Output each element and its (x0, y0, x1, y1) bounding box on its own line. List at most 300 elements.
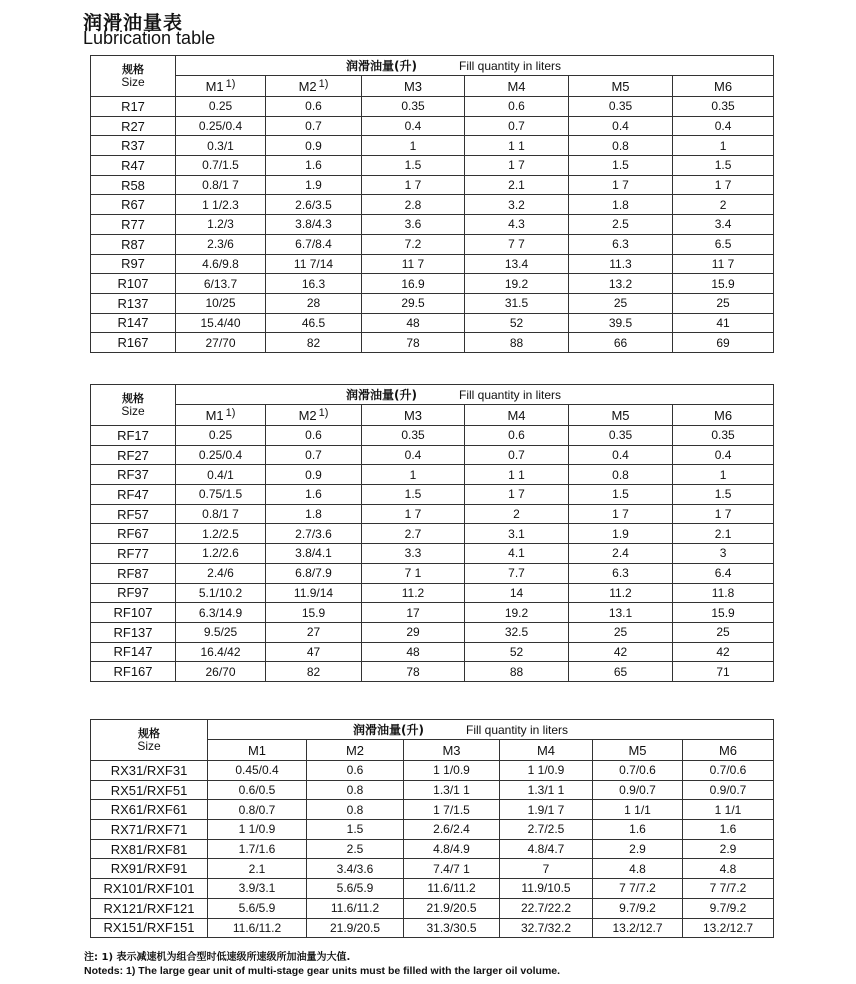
fill-quantity-cell: 0.6/0.5 (208, 780, 307, 800)
fill-quantity-cell: 3.4/3.6 (307, 859, 404, 879)
fill-quantity-cell: 29.5 (362, 293, 465, 313)
fill-quantity-cell: 3.2 (465, 195, 569, 215)
fill-quantity-cell: 32.7/32.2 (500, 918, 593, 938)
fill-quantity-cell: 1.9 (266, 175, 362, 195)
fill-quantity-cell: 9.7/9.2 (593, 898, 683, 918)
table-row (91, 195, 774, 215)
mounting-position-label: M4 (536, 742, 556, 758)
size-cell: R37 (91, 136, 176, 156)
fill-quantity-cell: 10/25 (176, 293, 266, 313)
fill-quantity-cell: 2.4 (569, 544, 673, 564)
mounting-position-label: M2 (298, 408, 317, 423)
fill-quantity-cell: 1 1/0.9 (500, 761, 593, 781)
size-header-en: Size (121, 404, 145, 418)
fill-quantity-cell: 1 1/0.9 (208, 820, 307, 840)
fill-quantity-cell: 42 (673, 642, 774, 662)
fill-quantity-cell: 2.1 (673, 524, 774, 544)
size-cell: R107 (91, 274, 176, 294)
footnote-marker: 1) (318, 407, 329, 419)
size-header (91, 385, 176, 426)
table-row (91, 800, 774, 820)
fill-quantity-cell: 0.9/0.7 (593, 780, 683, 800)
table-row (91, 313, 774, 333)
fill-quantity-cell: 1.9 (569, 524, 673, 544)
fill-quantity-cell: 1.5 (673, 156, 774, 176)
fill-quantity-cell: 0.8/0.7 (208, 800, 307, 820)
mounting-position-label: M2 (298, 79, 317, 94)
size-cell: RX121/RXF121 (91, 898, 208, 918)
mounting-position-label: M6 (718, 742, 738, 758)
fill-quantity-cell: 6.8/7.9 (266, 563, 362, 583)
fill-quantity-cell: 25 (569, 293, 673, 313)
table-row (91, 274, 774, 294)
mounting-position-label: M6 (714, 78, 733, 94)
size-header (91, 56, 176, 97)
fill-quantity-cell: 52 (465, 642, 569, 662)
fill-quantity-cell: 3 (673, 544, 774, 564)
footnote-marker: 1) (225, 78, 236, 90)
mounting-position-header (266, 405, 362, 426)
fill-quantity-cell: 1.7/1.6 (208, 839, 307, 859)
size-cell: RF47 (91, 485, 176, 505)
fill-quantity-cell: 1.6 (266, 156, 362, 176)
fill-quantity-cell: 1 1/1 (593, 800, 683, 820)
size-cell: RX71/RXF71 (91, 820, 208, 840)
fill-quantity-cell: 2.5 (307, 839, 404, 859)
fill-quantity-cell: 66 (569, 333, 673, 353)
size-cell: R47 (91, 156, 176, 176)
fill-quantity-cell: 0.7/0.6 (683, 761, 774, 781)
fill-quantity-cell: 2.6/2.4 (404, 820, 500, 840)
fill-quantity-header (208, 720, 774, 740)
fill-quantity-cell: 2.8 (362, 195, 465, 215)
fill-quantity-cell: 11.9/10.5 (500, 879, 593, 899)
size-cell: R27 (91, 116, 176, 136)
fill-quantity-cell: 0.35 (569, 97, 673, 117)
mounting-position-header (266, 76, 362, 97)
fill-quantity-cell: 2.7/2.5 (500, 820, 593, 840)
fill-quantity-cell: 1 (673, 465, 774, 485)
size-cell: RF87 (91, 563, 176, 583)
fill-quantity-cell: 11.6/11.2 (208, 918, 307, 938)
fill-quantity-cell: 7 7/7.2 (593, 879, 683, 899)
size-cell: R97 (91, 254, 176, 274)
fill-quantity-cell: 27 (266, 622, 362, 642)
fill-header-en: Fill quantity in liters (458, 59, 562, 73)
mounting-position-label: M2 (345, 742, 365, 758)
fill-header-cn: 润滑油量(升) (346, 388, 417, 402)
fill-quantity-cell: 2.7/3.6 (266, 524, 362, 544)
size-cell: RX81/RXF81 (91, 839, 208, 859)
fill-quantity-cell: 11.6/11.2 (307, 898, 404, 918)
table-row (91, 254, 774, 274)
fill-quantity-cell: 3.6 (362, 215, 465, 235)
fill-quantity-cell: 0.75/1.5 (176, 485, 266, 505)
fill-quantity-cell: 4.8/4.9 (404, 839, 500, 859)
table-row (91, 333, 774, 353)
fill-quantity-cell: 1 7 (362, 175, 465, 195)
fill-quantity-header (176, 385, 774, 405)
fill-quantity-cell: 15.9 (673, 274, 774, 294)
fill-quantity-cell: 11.9/14 (266, 583, 362, 603)
fill-quantity-cell: 0.35 (569, 426, 673, 446)
fill-quantity-cell: 14 (465, 583, 569, 603)
fill-quantity-cell: 2.9 (683, 839, 774, 859)
fill-quantity-cell: 7.7 (465, 563, 569, 583)
fill-quantity-cell: 0.4 (673, 116, 774, 136)
fill-quantity-cell: 0.4 (673, 445, 774, 465)
size-header-cn: 规格 (122, 63, 144, 76)
fill-quantity-cell: 4.3 (465, 215, 569, 235)
fill-quantity-cell: 0.7 (266, 116, 362, 136)
fill-quantity-cell: 26/70 (176, 662, 266, 682)
fill-quantity-cell: 46.5 (266, 313, 362, 333)
mounting-position-header (362, 76, 465, 97)
size-cell: RF67 (91, 524, 176, 544)
fill-quantity-cell: 29 (362, 622, 465, 642)
fill-quantity-cell: 2.5 (569, 215, 673, 235)
fill-quantity-cell: 31.3/30.5 (404, 918, 500, 938)
fill-quantity-cell: 1 1/2.3 (176, 195, 266, 215)
size-cell: RX151/RXF151 (91, 918, 208, 938)
fill-quantity-cell: 1 7 (673, 175, 774, 195)
fill-quantity-cell: 1 7 (465, 156, 569, 176)
fill-quantity-cell: 0.35 (673, 97, 774, 117)
fill-quantity-cell: 0.7 (465, 116, 569, 136)
mounting-position-label: M5 (628, 742, 647, 758)
fill-quantity-cell: 11.8 (673, 583, 774, 603)
fill-quantity-cell: 0.4 (569, 445, 673, 465)
fill-quantity-cell: 5.6/5.9 (208, 898, 307, 918)
mounting-position-label: M3 (442, 742, 461, 758)
fill-quantity-cell: 0.6 (266, 97, 362, 117)
size-cell: RF57 (91, 504, 176, 524)
mounting-position-header (593, 740, 683, 761)
fill-quantity-cell: 0.4 (362, 116, 465, 136)
footnote-marker: 1) (225, 407, 236, 419)
mounting-position-header (176, 76, 266, 97)
fill-quantity-cell: 2.4/6 (176, 563, 266, 583)
fill-quantity-cell: 0.45/0.4 (208, 761, 307, 781)
fill-quantity-cell: 11.6/11.2 (404, 879, 500, 899)
fill-quantity-cell: 1 1 (465, 136, 569, 156)
table-row (91, 898, 774, 918)
fill-quantity-cell: 0.8/1 7 (176, 504, 266, 524)
table-row (91, 156, 774, 176)
fill-quantity-cell: 52 (465, 313, 569, 333)
fill-quantity-cell: 1.5 (362, 156, 465, 176)
fill-quantity-cell: 16.3 (266, 274, 362, 294)
size-header-cn: 规格 (122, 392, 144, 405)
fill-quantity-cell: 25 (673, 622, 774, 642)
fill-quantity-cell: 1.5 (569, 156, 673, 176)
table-row (91, 622, 774, 642)
fill-quantity-cell: 88 (465, 333, 569, 353)
fill-quantity-cell: 11.3 (569, 254, 673, 274)
table-row (91, 116, 774, 136)
fill-quantity-cell: 7 1 (362, 563, 465, 583)
table-row (91, 761, 774, 781)
mounting-position-label: M3 (403, 407, 423, 423)
fill-quantity-cell: 27/70 (176, 333, 266, 353)
fill-quantity-cell: 1.6 (593, 820, 683, 840)
table-row (91, 234, 774, 254)
table-row (91, 445, 774, 465)
fill-quantity-cell: 0.35 (673, 426, 774, 446)
fill-quantity-cell: 48 (362, 313, 465, 333)
fill-quantity-cell: 4.1 (465, 544, 569, 564)
fill-quantity-cell: 6.5 (673, 234, 774, 254)
fill-quantity-cell: 1 7 (673, 504, 774, 524)
fill-quantity-cell: 11.2 (362, 583, 465, 603)
size-cell: RF17 (91, 426, 176, 446)
fill-quantity-cell: 7 7 (465, 234, 569, 254)
fill-quantity-cell: 1.5 (307, 820, 404, 840)
fill-quantity-cell: 0.6 (307, 761, 404, 781)
fill-quantity-cell: 0.25/0.4 (176, 116, 266, 136)
fill-quantity-cell: 0.6 (266, 426, 362, 446)
size-cell: RF97 (91, 583, 176, 603)
lubrication-table-r (90, 55, 774, 353)
fill-quantity-cell: 3.9/3.1 (208, 879, 307, 899)
fill-quantity-cell: 5.1/10.2 (176, 583, 266, 603)
fill-quantity-cell: 4.8 (683, 859, 774, 879)
mounting-position-header (500, 740, 593, 761)
fill-quantity-cell: 2.1 (465, 175, 569, 195)
mounting-position-header (569, 405, 673, 426)
fill-quantity-cell: 25 (569, 622, 673, 642)
table-row (91, 136, 774, 156)
table-row (91, 839, 774, 859)
mounting-position-label: M1 (205, 79, 224, 94)
table-body (91, 385, 774, 682)
fill-quantity-cell: 5.6/5.9 (307, 879, 404, 899)
mounting-position-header (569, 76, 673, 97)
fill-quantity-cell: 0.35 (362, 426, 465, 446)
fill-quantity-cell: 0.7 (266, 445, 362, 465)
fill-quantity-cell: 11 7/14 (266, 254, 362, 274)
table-row (91, 879, 774, 899)
table-row (91, 485, 774, 505)
fill-quantity-cell: 1.2/2.5 (176, 524, 266, 544)
fill-quantity-cell: 2.1 (208, 859, 307, 879)
size-cell: R167 (91, 333, 176, 353)
fill-quantity-cell: 65 (569, 662, 673, 682)
footnote-cn: 注: 1) 表示减速机为组合型时低速级所速级所加油量为大值. (84, 952, 351, 963)
header-row (91, 385, 774, 405)
fill-quantity-cell: 69 (673, 333, 774, 353)
fill-quantity-cell: 21.9/20.5 (307, 918, 404, 938)
size-header (91, 720, 208, 761)
fill-quantity-cell: 9.7/9.2 (683, 898, 774, 918)
fill-quantity-cell: 13.2/12.7 (593, 918, 683, 938)
table-row (91, 426, 774, 446)
fill-quantity-cell: 3.8/4.3 (266, 215, 362, 235)
mounting-position-label: M5 (611, 407, 630, 423)
fill-quantity-cell: 1 1/0.9 (404, 761, 500, 781)
size-cell: RX61/RXF61 (91, 800, 208, 820)
fill-quantity-cell: 11.2 (569, 583, 673, 603)
table-body (91, 720, 774, 938)
size-cell: RX51/RXF51 (91, 780, 208, 800)
table-row (91, 662, 774, 682)
size-cell: RF77 (91, 544, 176, 564)
fill-quantity-cell: 0.7/0.6 (593, 761, 683, 781)
fill-quantity-cell: 0.8 (569, 136, 673, 156)
fill-quantity-cell: 3.4 (673, 215, 774, 235)
fill-quantity-cell: 47 (266, 642, 362, 662)
size-cell: R58 (91, 175, 176, 195)
fill-quantity-cell: 1.2/2.6 (176, 544, 266, 564)
fill-quantity-cell: 39.5 (569, 313, 673, 333)
fill-quantity-cell: 0.8/1 7 (176, 175, 266, 195)
table-row (91, 504, 774, 524)
fill-quantity-cell: 7.2 (362, 234, 465, 254)
size-cell: RF167 (91, 662, 176, 682)
mounting-position-header (404, 740, 500, 761)
fill-header-en: Fill quantity in liters (465, 723, 569, 737)
mounting-position-header (673, 405, 774, 426)
fill-quantity-cell: 1 1 (465, 465, 569, 485)
size-header-en: Size (137, 739, 161, 753)
table-row (91, 175, 774, 195)
fill-quantity-cell: 2.7 (362, 524, 465, 544)
fill-quantity-cell: 3.8/4.1 (266, 544, 362, 564)
fill-quantity-cell: 1.5 (569, 485, 673, 505)
fill-quantity-cell: 4.6/9.8 (176, 254, 266, 274)
fill-quantity-cell: 1 7 (465, 485, 569, 505)
fill-quantity-cell: 1.2/3 (176, 215, 266, 235)
fill-quantity-cell: 41 (673, 313, 774, 333)
fill-quantity-cell: 15.9 (266, 603, 362, 623)
size-cell: RF107 (91, 603, 176, 623)
mounting-position-header (465, 405, 569, 426)
size-cell: RF147 (91, 642, 176, 662)
fill-quantity-cell: 6.3/14.9 (176, 603, 266, 623)
table-row (91, 563, 774, 583)
fill-quantity-cell: 11 7 (673, 254, 774, 274)
fill-quantity-cell: 15.9 (673, 603, 774, 623)
fill-quantity-cell: 48 (362, 642, 465, 662)
fill-quantity-cell: 1.6 (266, 485, 362, 505)
fill-quantity-cell: 1 7/1.5 (404, 800, 500, 820)
size-cell: R67 (91, 195, 176, 215)
fill-quantity-cell: 1 (362, 136, 465, 156)
mounting-position-row (91, 76, 774, 97)
footnote-marker: 1) (318, 78, 329, 90)
mounting-position-header (208, 740, 307, 761)
fill-header-cn: 润滑油量(升) (346, 59, 417, 73)
fill-quantity-cell: 0.4/1 (176, 465, 266, 485)
fill-quantity-cell: 1.3/1 1 (500, 780, 593, 800)
size-header-cn: 规格 (138, 727, 160, 740)
fill-quantity-cell: 0.9 (266, 465, 362, 485)
fill-quantity-cell: 0.8 (569, 465, 673, 485)
fill-quantity-cell: 15.4/40 (176, 313, 266, 333)
fill-quantity-cell: 7 (500, 859, 593, 879)
fill-quantity-cell: 82 (266, 333, 362, 353)
size-cell: RX101/RXF101 (91, 879, 208, 899)
fill-quantity-cell: 13.2 (569, 274, 673, 294)
table-row (91, 293, 774, 313)
mounting-position-row (91, 405, 774, 426)
fill-quantity-cell: 1.8 (266, 504, 362, 524)
fill-quantity-cell: 0.9/0.7 (683, 780, 774, 800)
fill-quantity-cell: 1.5 (362, 485, 465, 505)
size-cell: R147 (91, 313, 176, 333)
fill-quantity-cell: 4.8/4.7 (500, 839, 593, 859)
fill-quantity-cell: 1 1/1 (683, 800, 774, 820)
mounting-position-label: M6 (714, 407, 733, 423)
size-cell: R137 (91, 293, 176, 313)
size-cell: R77 (91, 215, 176, 235)
fill-quantity-cell: 0.8 (307, 800, 404, 820)
table-row (91, 820, 774, 840)
fill-quantity-cell: 32.5 (465, 622, 569, 642)
fill-quantity-cell: 1.3/1 1 (404, 780, 500, 800)
fill-header-cn: 润滑油量(升) (353, 723, 424, 737)
mounting-position-header (176, 405, 266, 426)
fill-quantity-cell: 1.5 (673, 485, 774, 505)
mounting-position-label: M1 (247, 742, 267, 758)
lubrication-table-rx (90, 719, 774, 938)
mounting-position-label: M4 (507, 78, 526, 94)
mounting-position-header (362, 405, 465, 426)
fill-quantity-cell: 13.4 (465, 254, 569, 274)
fill-header-en: Fill quantity in liters (458, 388, 562, 402)
fill-quantity-cell: 1.8 (569, 195, 673, 215)
table-row (91, 524, 774, 544)
table-row (91, 603, 774, 623)
fill-quantity-cell: 6.3 (569, 234, 673, 254)
fill-quantity-cell: 6.7/8.4 (266, 234, 362, 254)
table-row (91, 215, 774, 235)
fill-quantity-cell: 31.5 (465, 293, 569, 313)
page-title-en: Lubrication table (83, 28, 216, 48)
size-cell: R17 (91, 97, 176, 117)
fill-quantity-cell: 0.4 (569, 116, 673, 136)
size-cell: RF27 (91, 445, 176, 465)
mounting-position-label: M1 (205, 408, 224, 423)
fill-quantity-cell: 2 (673, 195, 774, 215)
table-body (91, 56, 774, 353)
mounting-position-header (465, 76, 569, 97)
table-row (91, 544, 774, 564)
footnote-en: Noteds: 1) The large gear unit of multi-stage gear units must be filled with the larger oil volume. (84, 965, 561, 977)
fill-quantity-cell: 11 7 (362, 254, 465, 274)
fill-quantity-cell: 13.1 (569, 603, 673, 623)
fill-quantity-cell: 7 7/7.2 (683, 879, 774, 899)
size-cell: RX91/RXF91 (91, 859, 208, 879)
fill-quantity-cell: 0.3/1 (176, 136, 266, 156)
fill-quantity-cell: 1 7 (569, 504, 673, 524)
fill-quantity-cell: 25 (673, 293, 774, 313)
fill-quantity-cell: 17 (362, 603, 465, 623)
fill-quantity-cell: 1.9/1 7 (500, 800, 593, 820)
fill-quantity-cell: 0.25 (176, 426, 266, 446)
size-header-en: Size (121, 75, 145, 89)
fill-quantity-cell: 1 7 (569, 175, 673, 195)
fill-quantity-cell: 6/13.7 (176, 274, 266, 294)
fill-quantity-cell: 0.4 (362, 445, 465, 465)
fill-quantity-cell: 2.9 (593, 839, 683, 859)
size-cell: RF137 (91, 622, 176, 642)
fill-quantity-cell: 88 (465, 662, 569, 682)
fill-quantity-cell: 22.7/22.2 (500, 898, 593, 918)
fill-quantity-cell: 6.4 (673, 563, 774, 583)
fill-quantity-cell: 0.7 (465, 445, 569, 465)
fill-quantity-cell: 1 7 (362, 504, 465, 524)
